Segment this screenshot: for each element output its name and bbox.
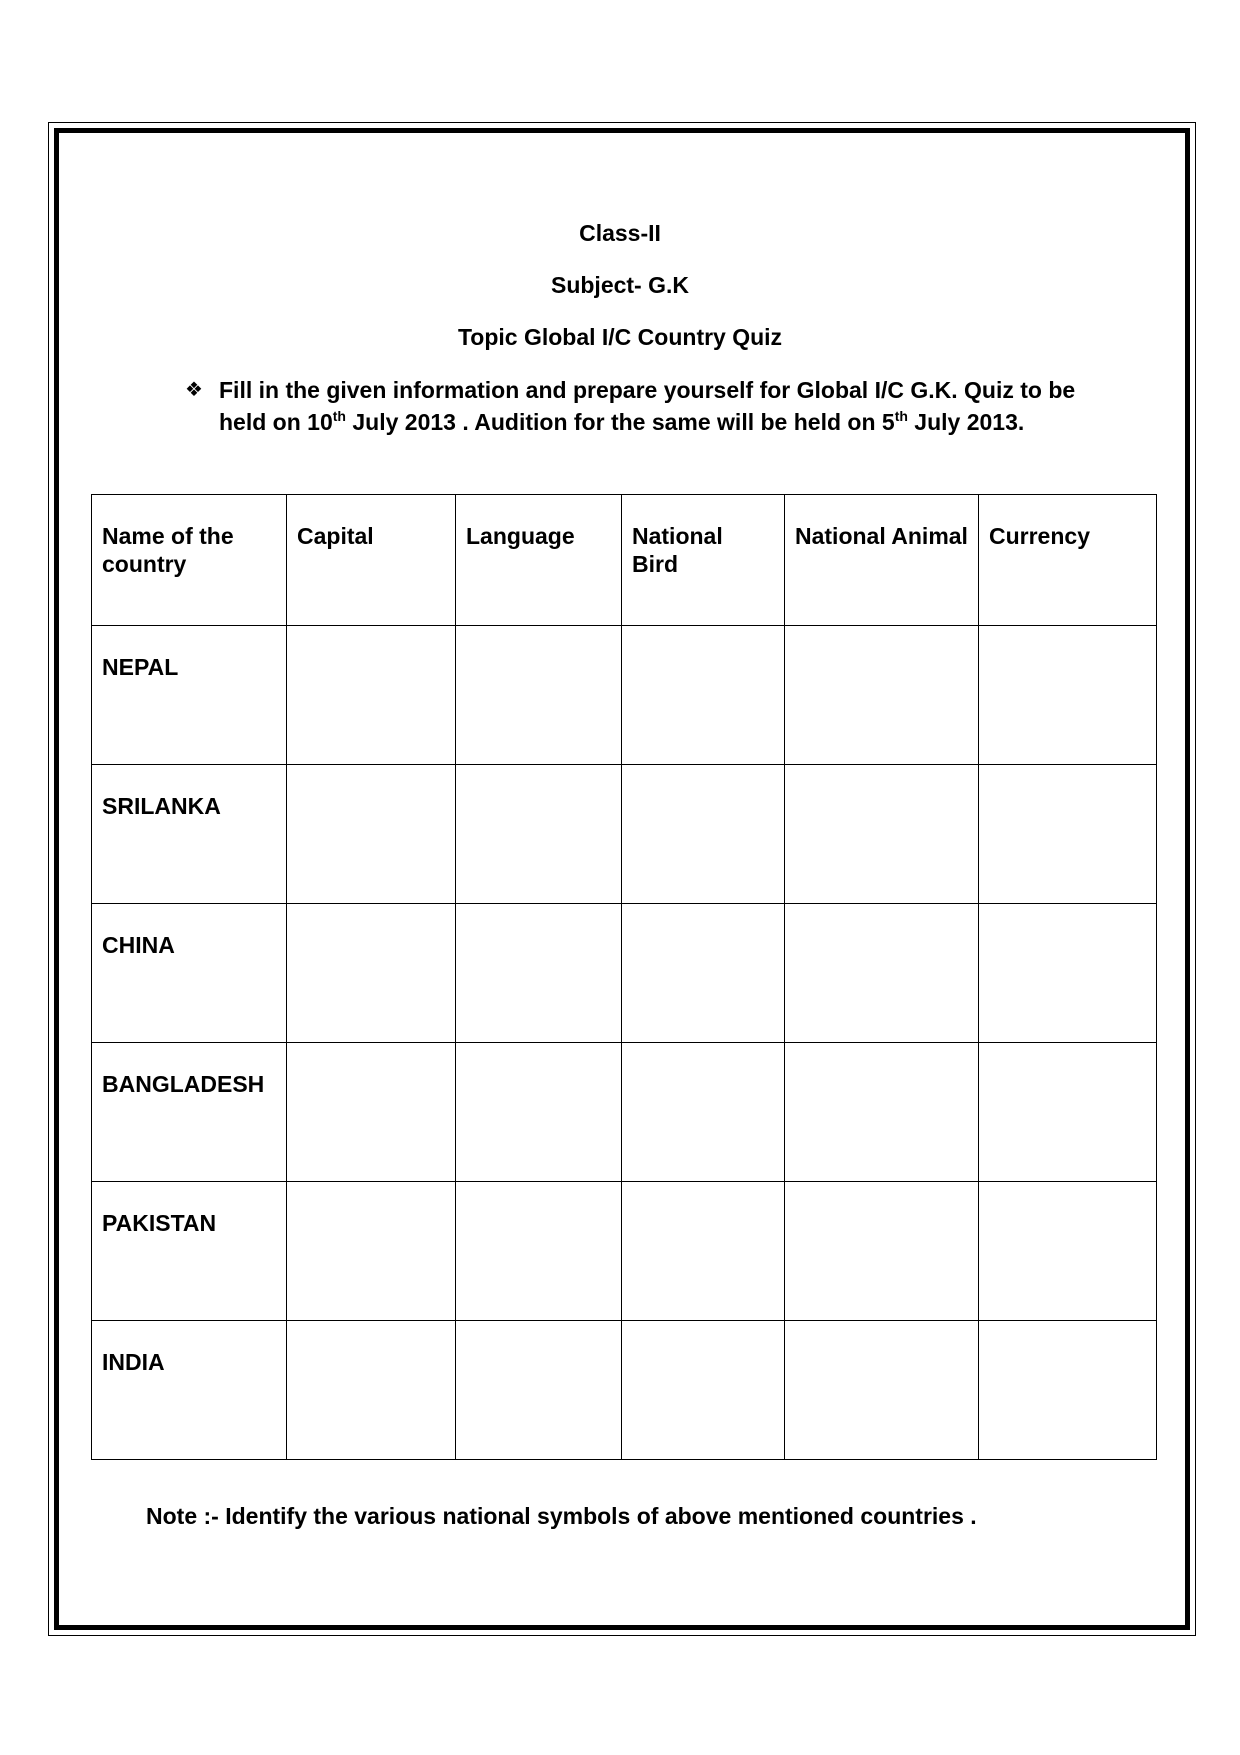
instruction-sup-2: th [894, 408, 908, 424]
subject-heading: Subject- G.K [550, 272, 689, 298]
capital-blank-cell[interactable] [287, 765, 456, 904]
national-bird-blank-cell[interactable] [622, 626, 785, 765]
national-animal-blank-cell[interactable] [785, 904, 979, 1043]
country-quiz-table [91, 494, 1157, 1460]
national-animal-blank-cell[interactable] [785, 626, 979, 765]
national-bird-blank-cell[interactable] [622, 1321, 785, 1460]
instruction-text [219, 374, 1105, 438]
country-name-cell: PAKISTAN [92, 1182, 287, 1321]
instruction-paragraph [185, 374, 1105, 438]
country-name-cell: CHINA [92, 904, 287, 1043]
diamond-bullet-icon: ❖ [185, 379, 203, 401]
national-bird-blank-cell[interactable] [622, 1182, 785, 1321]
instruction-sup-1: th [332, 408, 346, 424]
currency-blank-cell[interactable] [979, 1043, 1157, 1182]
note-text: Note :- Identify the various national symbols of above mentioned countries . [146, 1503, 977, 1529]
instruction-part-2: July 2013 . Audition for the same will be held on 5 [345, 409, 895, 435]
table-row [92, 1321, 1157, 1460]
currency-blank-cell[interactable] [979, 1182, 1157, 1321]
column-header: National Bird [622, 495, 785, 626]
national-animal-blank-cell[interactable] [785, 765, 979, 904]
language-blank-cell[interactable] [456, 1043, 622, 1182]
table-row [92, 904, 1157, 1043]
country-name-cell: NEPAL [92, 626, 287, 765]
instruction-part-3: July 2013. [907, 409, 1025, 435]
table-header-row [92, 495, 1157, 626]
currency-blank-cell[interactable] [979, 626, 1157, 765]
table-row [92, 765, 1157, 904]
column-header: Language [456, 495, 622, 626]
column-header: National Animal [785, 495, 979, 626]
table-row [92, 1182, 1157, 1321]
capital-blank-cell[interactable] [287, 626, 456, 765]
currency-blank-cell[interactable] [979, 904, 1157, 1043]
instruction-part-1: Fill in the given information and prepare yourself for Global I/C G.K. Quiz to be held on 10 [219, 377, 1076, 435]
language-blank-cell[interactable] [456, 1182, 622, 1321]
topic-heading: Topic Global I/C Country Quiz [457, 324, 783, 350]
country-name-cell: INDIA [92, 1321, 287, 1460]
country-name-cell: SRILANKA [92, 765, 287, 904]
capital-blank-cell[interactable] [287, 904, 456, 1043]
national-bird-blank-cell[interactable] [622, 765, 785, 904]
language-blank-cell[interactable] [456, 1321, 622, 1460]
column-header: Capital [287, 495, 456, 626]
national-bird-blank-cell[interactable] [622, 904, 785, 1043]
capital-blank-cell[interactable] [287, 1043, 456, 1182]
national-animal-blank-cell[interactable] [785, 1182, 979, 1321]
currency-blank-cell[interactable] [979, 1321, 1157, 1460]
language-blank-cell[interactable] [456, 626, 622, 765]
class-heading: Class-II [579, 220, 661, 246]
country-name-cell: BANGLADESH [92, 1043, 287, 1182]
language-blank-cell[interactable] [456, 765, 622, 904]
language-blank-cell[interactable] [456, 904, 622, 1043]
column-header: Name of the country [92, 495, 287, 626]
currency-blank-cell[interactable] [979, 765, 1157, 904]
capital-blank-cell[interactable] [287, 1321, 456, 1460]
national-animal-blank-cell[interactable] [785, 1321, 979, 1460]
table-row [92, 1043, 1157, 1182]
column-header: Currency [979, 495, 1157, 626]
capital-blank-cell[interactable] [287, 1182, 456, 1321]
national-bird-blank-cell[interactable] [622, 1043, 785, 1182]
national-animal-blank-cell[interactable] [785, 1043, 979, 1182]
table-row [92, 626, 1157, 765]
